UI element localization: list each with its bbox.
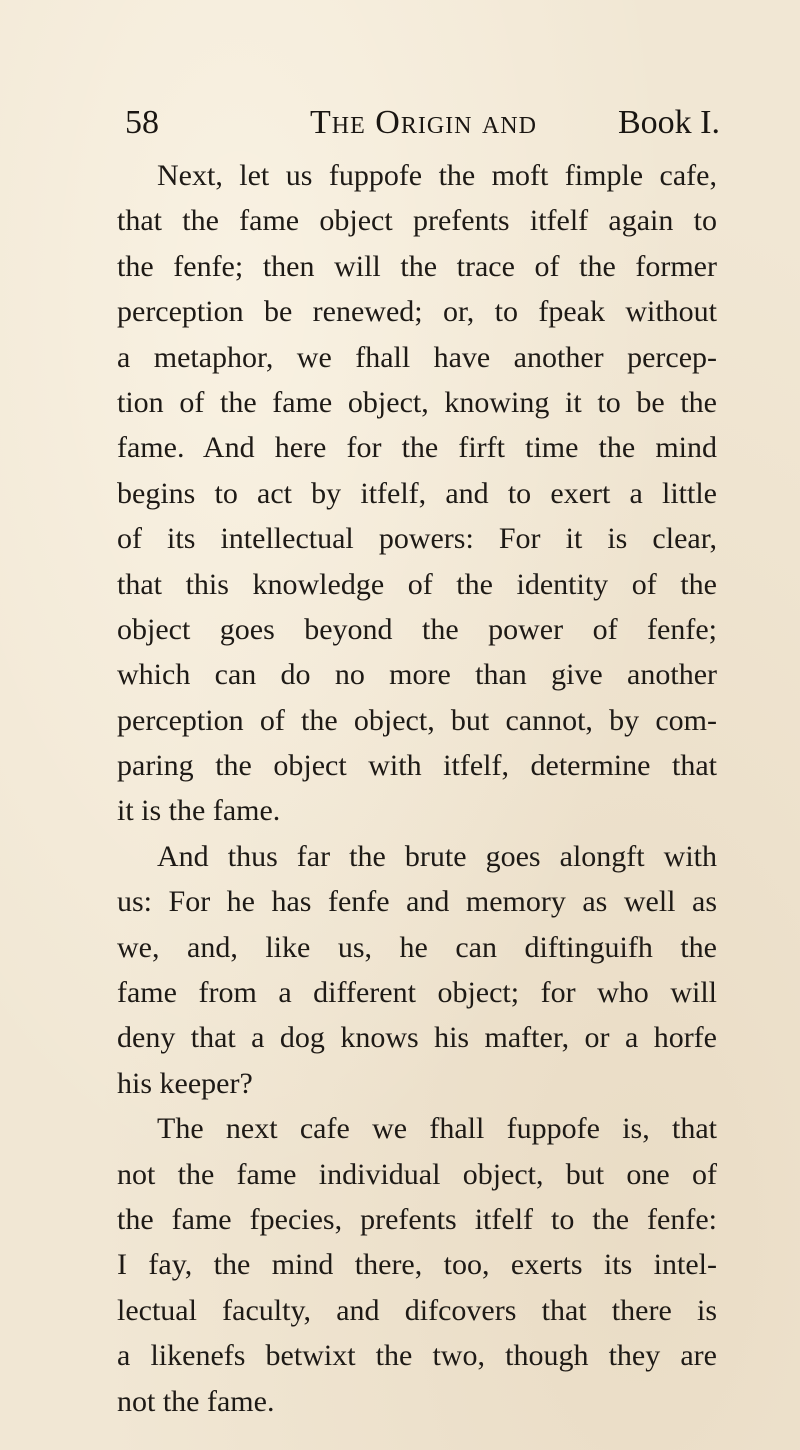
text-line: not the fame. bbox=[117, 1384, 275, 1418]
text-line: begins to act by itfelf, and to exert a little bbox=[117, 476, 717, 510]
text-line: The next cafe we fhall fuppofe is, that bbox=[157, 1112, 717, 1146]
text-line: his keeper? bbox=[117, 1066, 253, 1100]
book-label: Book I. bbox=[618, 104, 720, 141]
text-line: a metaphor, we fhall have another percep- bbox=[117, 340, 717, 374]
text-line: a likenefs betwixt the two, though they are bbox=[117, 1339, 717, 1373]
text-line: tion of the fame object, knowing it to be the bbox=[117, 385, 717, 419]
paragraph-3 bbox=[117, 1106, 717, 1424]
text-line: deny that a dog knows his mafter, or a horfe bbox=[117, 1021, 717, 1055]
text-line: paring the object with itfelf, determine that bbox=[117, 749, 717, 783]
text-line: Next, let us fuppofe the moft fimple cafe, bbox=[157, 159, 717, 192]
text-line: not the fame individual object, but one of bbox=[117, 1157, 717, 1191]
text-line: of its intellectual powers: For it is clear, bbox=[117, 522, 717, 556]
text-line: it is the fame. bbox=[117, 794, 281, 828]
running-title: The Origin and bbox=[310, 104, 537, 141]
text-line: object goes beyond the power of fenfe; bbox=[117, 612, 717, 646]
text-line: the fame fpecies, prefents itfelf to the fenfe: bbox=[117, 1202, 717, 1236]
text-line: the fenfe; then will the trace of the former bbox=[117, 249, 717, 283]
text-line: that the fame object prefents itfelf again to bbox=[117, 204, 717, 238]
text-line: that this knowledge of the identity of the bbox=[117, 567, 717, 601]
text-line: And thus far the brute goes alongft with bbox=[157, 839, 717, 873]
text-line: fame from a different object; for who will bbox=[117, 976, 717, 1010]
text-line: perception of the object, but cannot, by com- bbox=[117, 703, 717, 737]
text-line: which can do no more than give another bbox=[117, 658, 717, 692]
body-text bbox=[117, 153, 717, 1424]
paragraph-1 bbox=[117, 153, 717, 834]
page-number: 58 bbox=[125, 104, 159, 141]
text-line: lectual faculty, and difcovers that there is bbox=[117, 1293, 717, 1327]
text-line: us: For he has fenfe and memory as well as bbox=[117, 885, 717, 919]
paragraph-2 bbox=[117, 834, 717, 1106]
running-head bbox=[125, 98, 720, 148]
text-line: perception be renewed; or, to fpeak without bbox=[117, 295, 717, 329]
text-line: fame. And here for the firft time the mind bbox=[117, 431, 717, 465]
text-line: I fay, the mind there, too, exerts its intel- bbox=[117, 1248, 717, 1282]
text-line: we, and, like us, he can diftinguifh the bbox=[117, 930, 717, 964]
